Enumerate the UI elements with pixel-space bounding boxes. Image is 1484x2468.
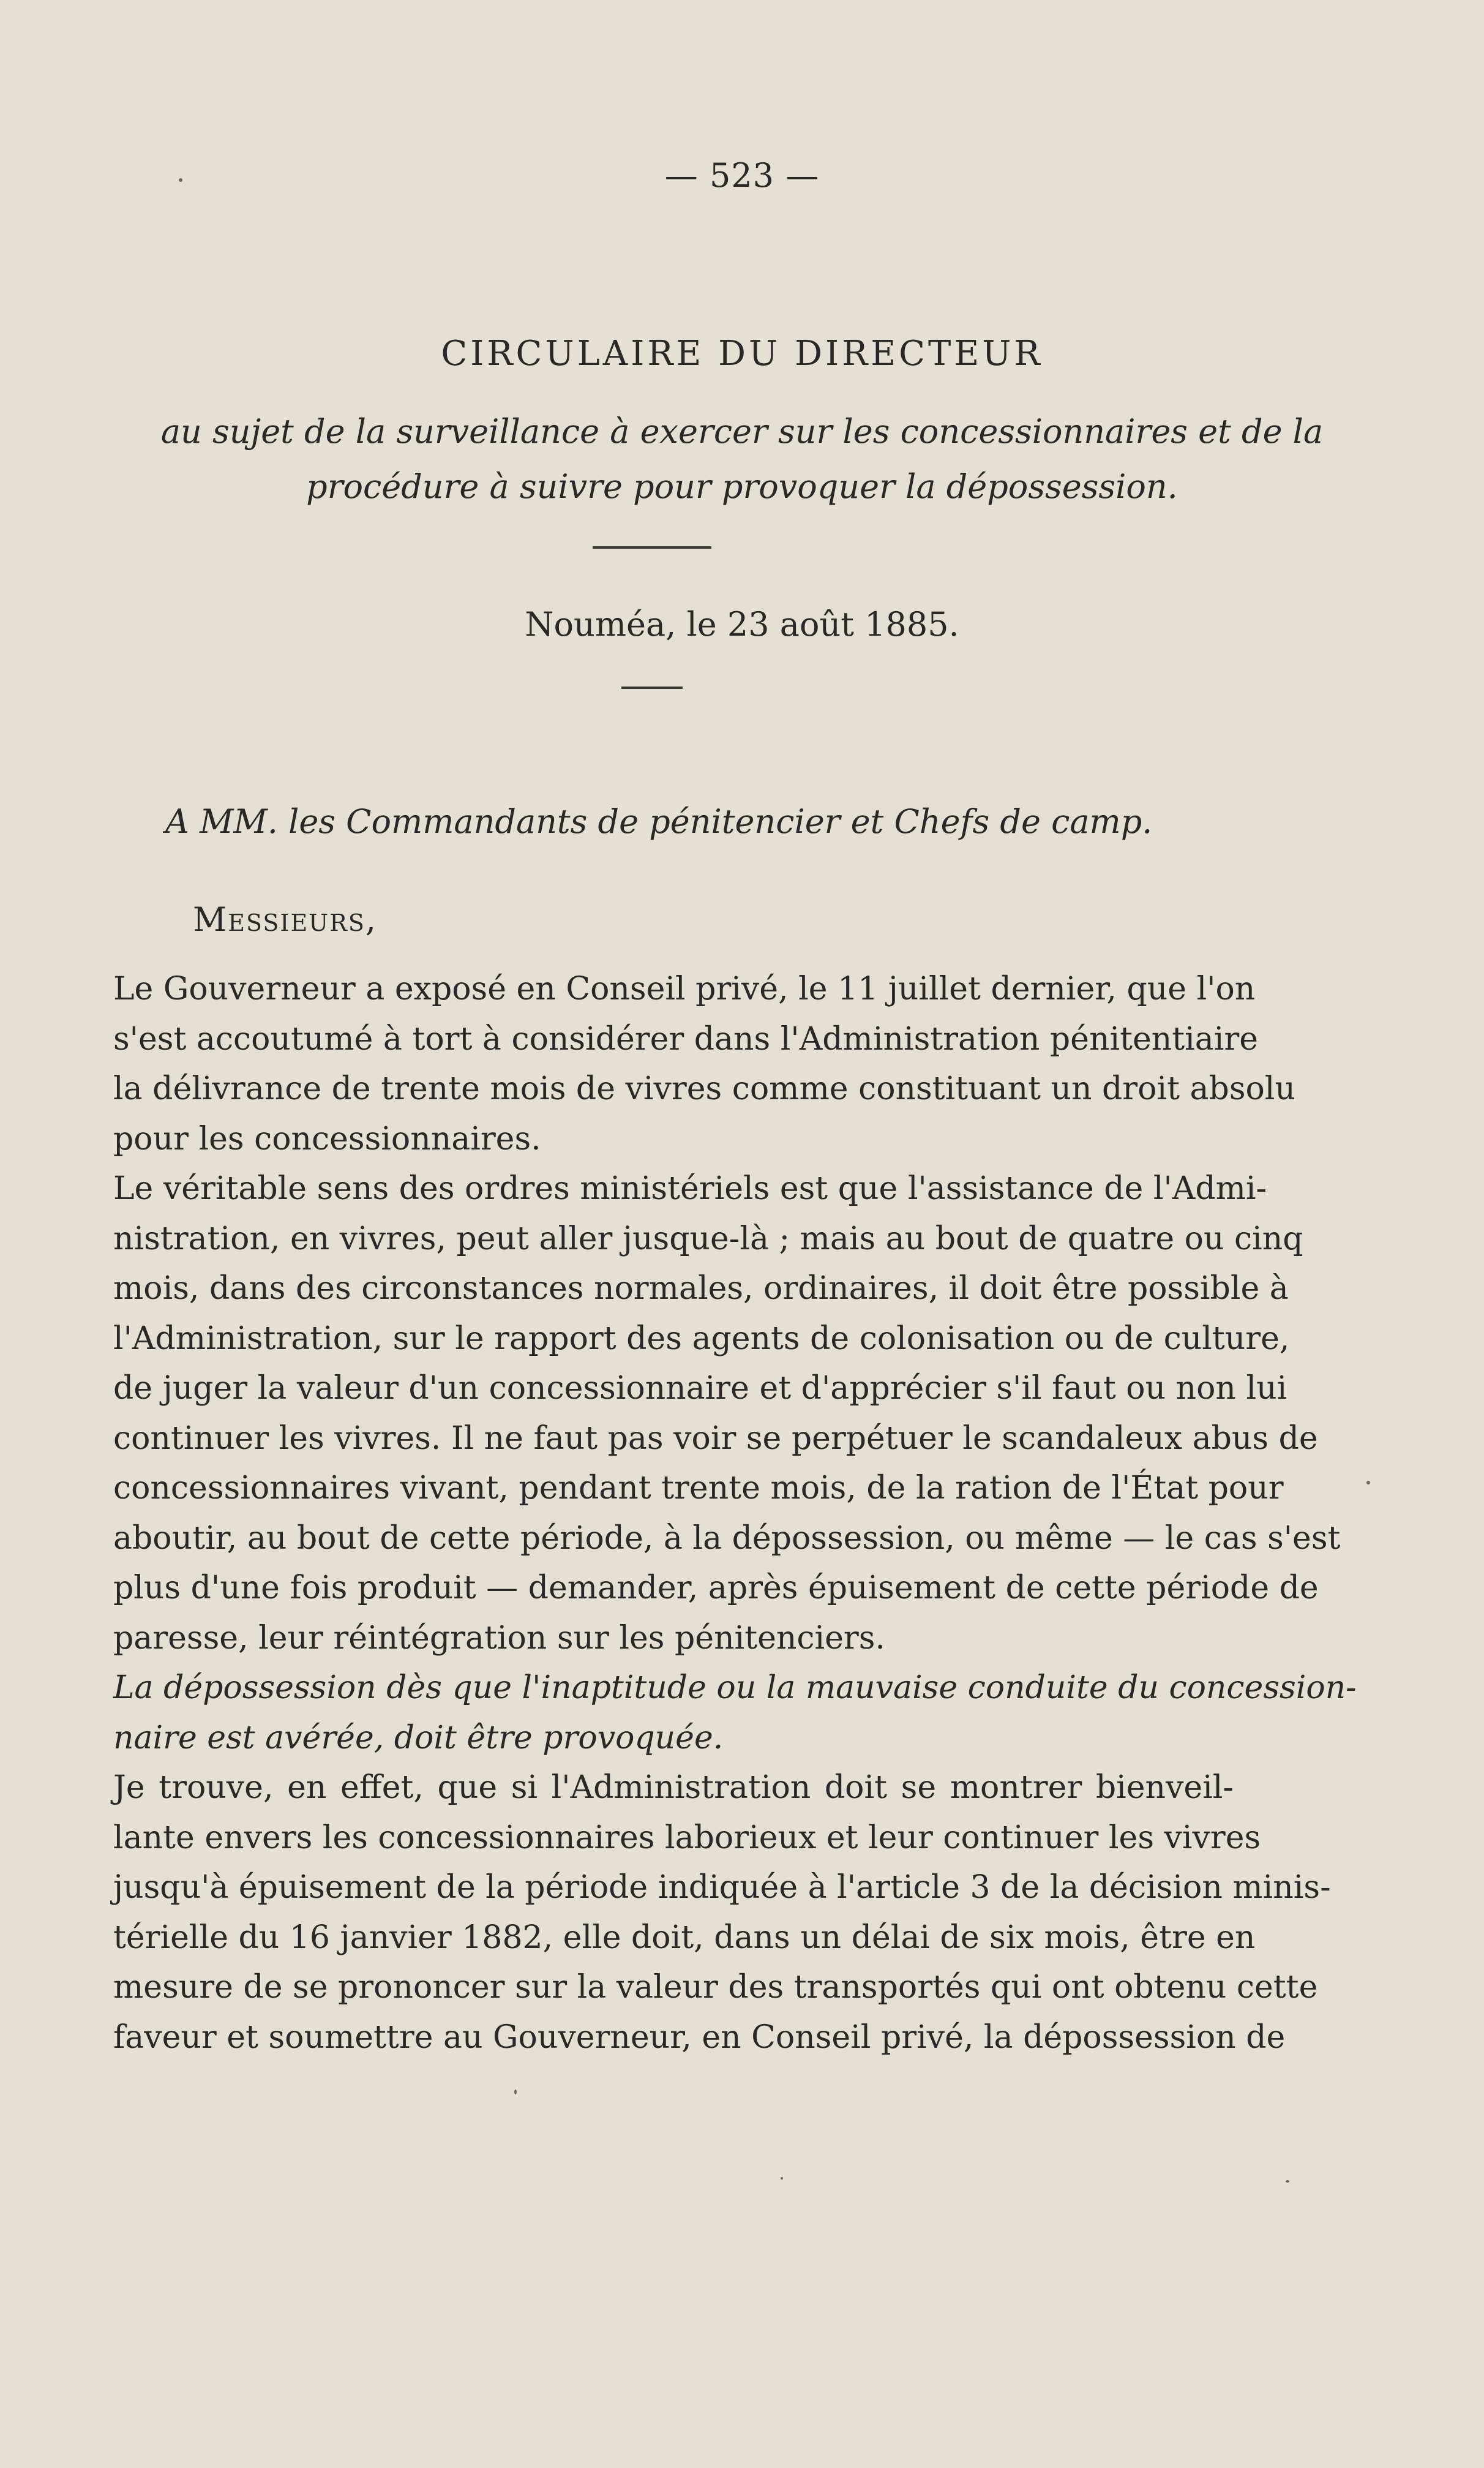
text-line: Le véritable sens des ordres ministériels est que l'assistance de l'Admi- xyxy=(113,1170,1267,1207)
recipient-address: A MM. les Commandants de pénitencier et Chefs de camp. xyxy=(165,802,1153,841)
dateline: Nouméa, le 23 août 1885. xyxy=(525,605,959,644)
body-paragraph xyxy=(113,1663,1357,1763)
text-line: térielle du 16 janvier 1882, elle doit, dans un délai de six mois, être en xyxy=(113,1919,1256,1956)
text-line: la délivrance de trente mois de vivres comme constituant un droit absolu xyxy=(113,1070,1295,1107)
text-line: jusqu'à épuisement de la période indiquée à l'article 3 de la décision minis- xyxy=(113,1869,1331,1906)
text-line: aboutir, au bout de cette période, à la dépossession, ou même — le cas s'est xyxy=(113,1519,1341,1557)
text-line: lante envers les concessionnaires laborieux et leur continuer les vivres xyxy=(113,1819,1261,1856)
text-line: s'est accoutumé à tort à considérer dans l'Administration pénitentiaire xyxy=(113,1020,1259,1058)
body-text xyxy=(113,965,1357,2063)
body-paragraph xyxy=(113,1763,1331,2063)
text-line: continuer les vivres. Il ne faut pas voir se perpétuer le scandaleux abus de xyxy=(113,1420,1318,1457)
text-line: mois, dans des circonstances normales, ordinaires, il doit être possible à xyxy=(113,1270,1289,1307)
text-line: naire est avérée, doit être provoquée. xyxy=(113,1719,724,1756)
separator-rule-top xyxy=(593,546,711,549)
text-line: Je trouve, en effet, que si l'Administration doit se montrer bienveil- xyxy=(113,1769,1234,1806)
text-line: faveur et soumettre au Gouverneur, en Conseil privé, la dépossession de xyxy=(113,2018,1286,2056)
salutation: Messieurs, xyxy=(193,900,378,939)
text-line: plus d'une fois produit — demander, après épuisement de cette période de xyxy=(113,1570,1319,1606)
body-paragraph xyxy=(113,965,1295,1164)
text-line: de juger la valeur d'un concessionnaire et d'apprécier s'il faut ou non lui xyxy=(113,1370,1287,1407)
text-line: pour les concessionnaires. xyxy=(113,1120,541,1157)
body-paragraph xyxy=(113,1164,1341,1663)
text-line: l'Administration, sur le rapport des agents de colonisation ou de culture, xyxy=(113,1320,1290,1357)
document-subtitle: au sujet de la surveillance à exercer sur les concessionnaires et de la procédure à suivre pour provoquer la dépossession. xyxy=(160,412,1324,506)
page-number: — 523 — xyxy=(664,156,820,195)
separator-rule-bottom xyxy=(621,687,683,689)
text-line: paresse, leur réintégration sur les pénitenciers. xyxy=(113,1619,885,1657)
text-line: mesure de se prononcer sur la valeur des transportés qui ont obtenu cette xyxy=(113,1969,1318,2006)
text-line: Le Gouverneur a exposé en Conseil privé, le 11 juillet dernier, que l'on xyxy=(113,971,1256,1007)
text-line: concessionnaires vivant, pendant trente mois, de la ration de l'État pour xyxy=(113,1470,1284,1507)
text-line: nistration, en vivres, peut aller jusque-là ; mais au bout de quatre ou cinq xyxy=(113,1220,1303,1257)
text-line: La dépossession dès que l'inaptitude ou la mauvaise conduite du concession- xyxy=(113,1669,1357,1706)
document-title: CIRCULAIRE DU DIRECTEUR xyxy=(441,334,1043,374)
